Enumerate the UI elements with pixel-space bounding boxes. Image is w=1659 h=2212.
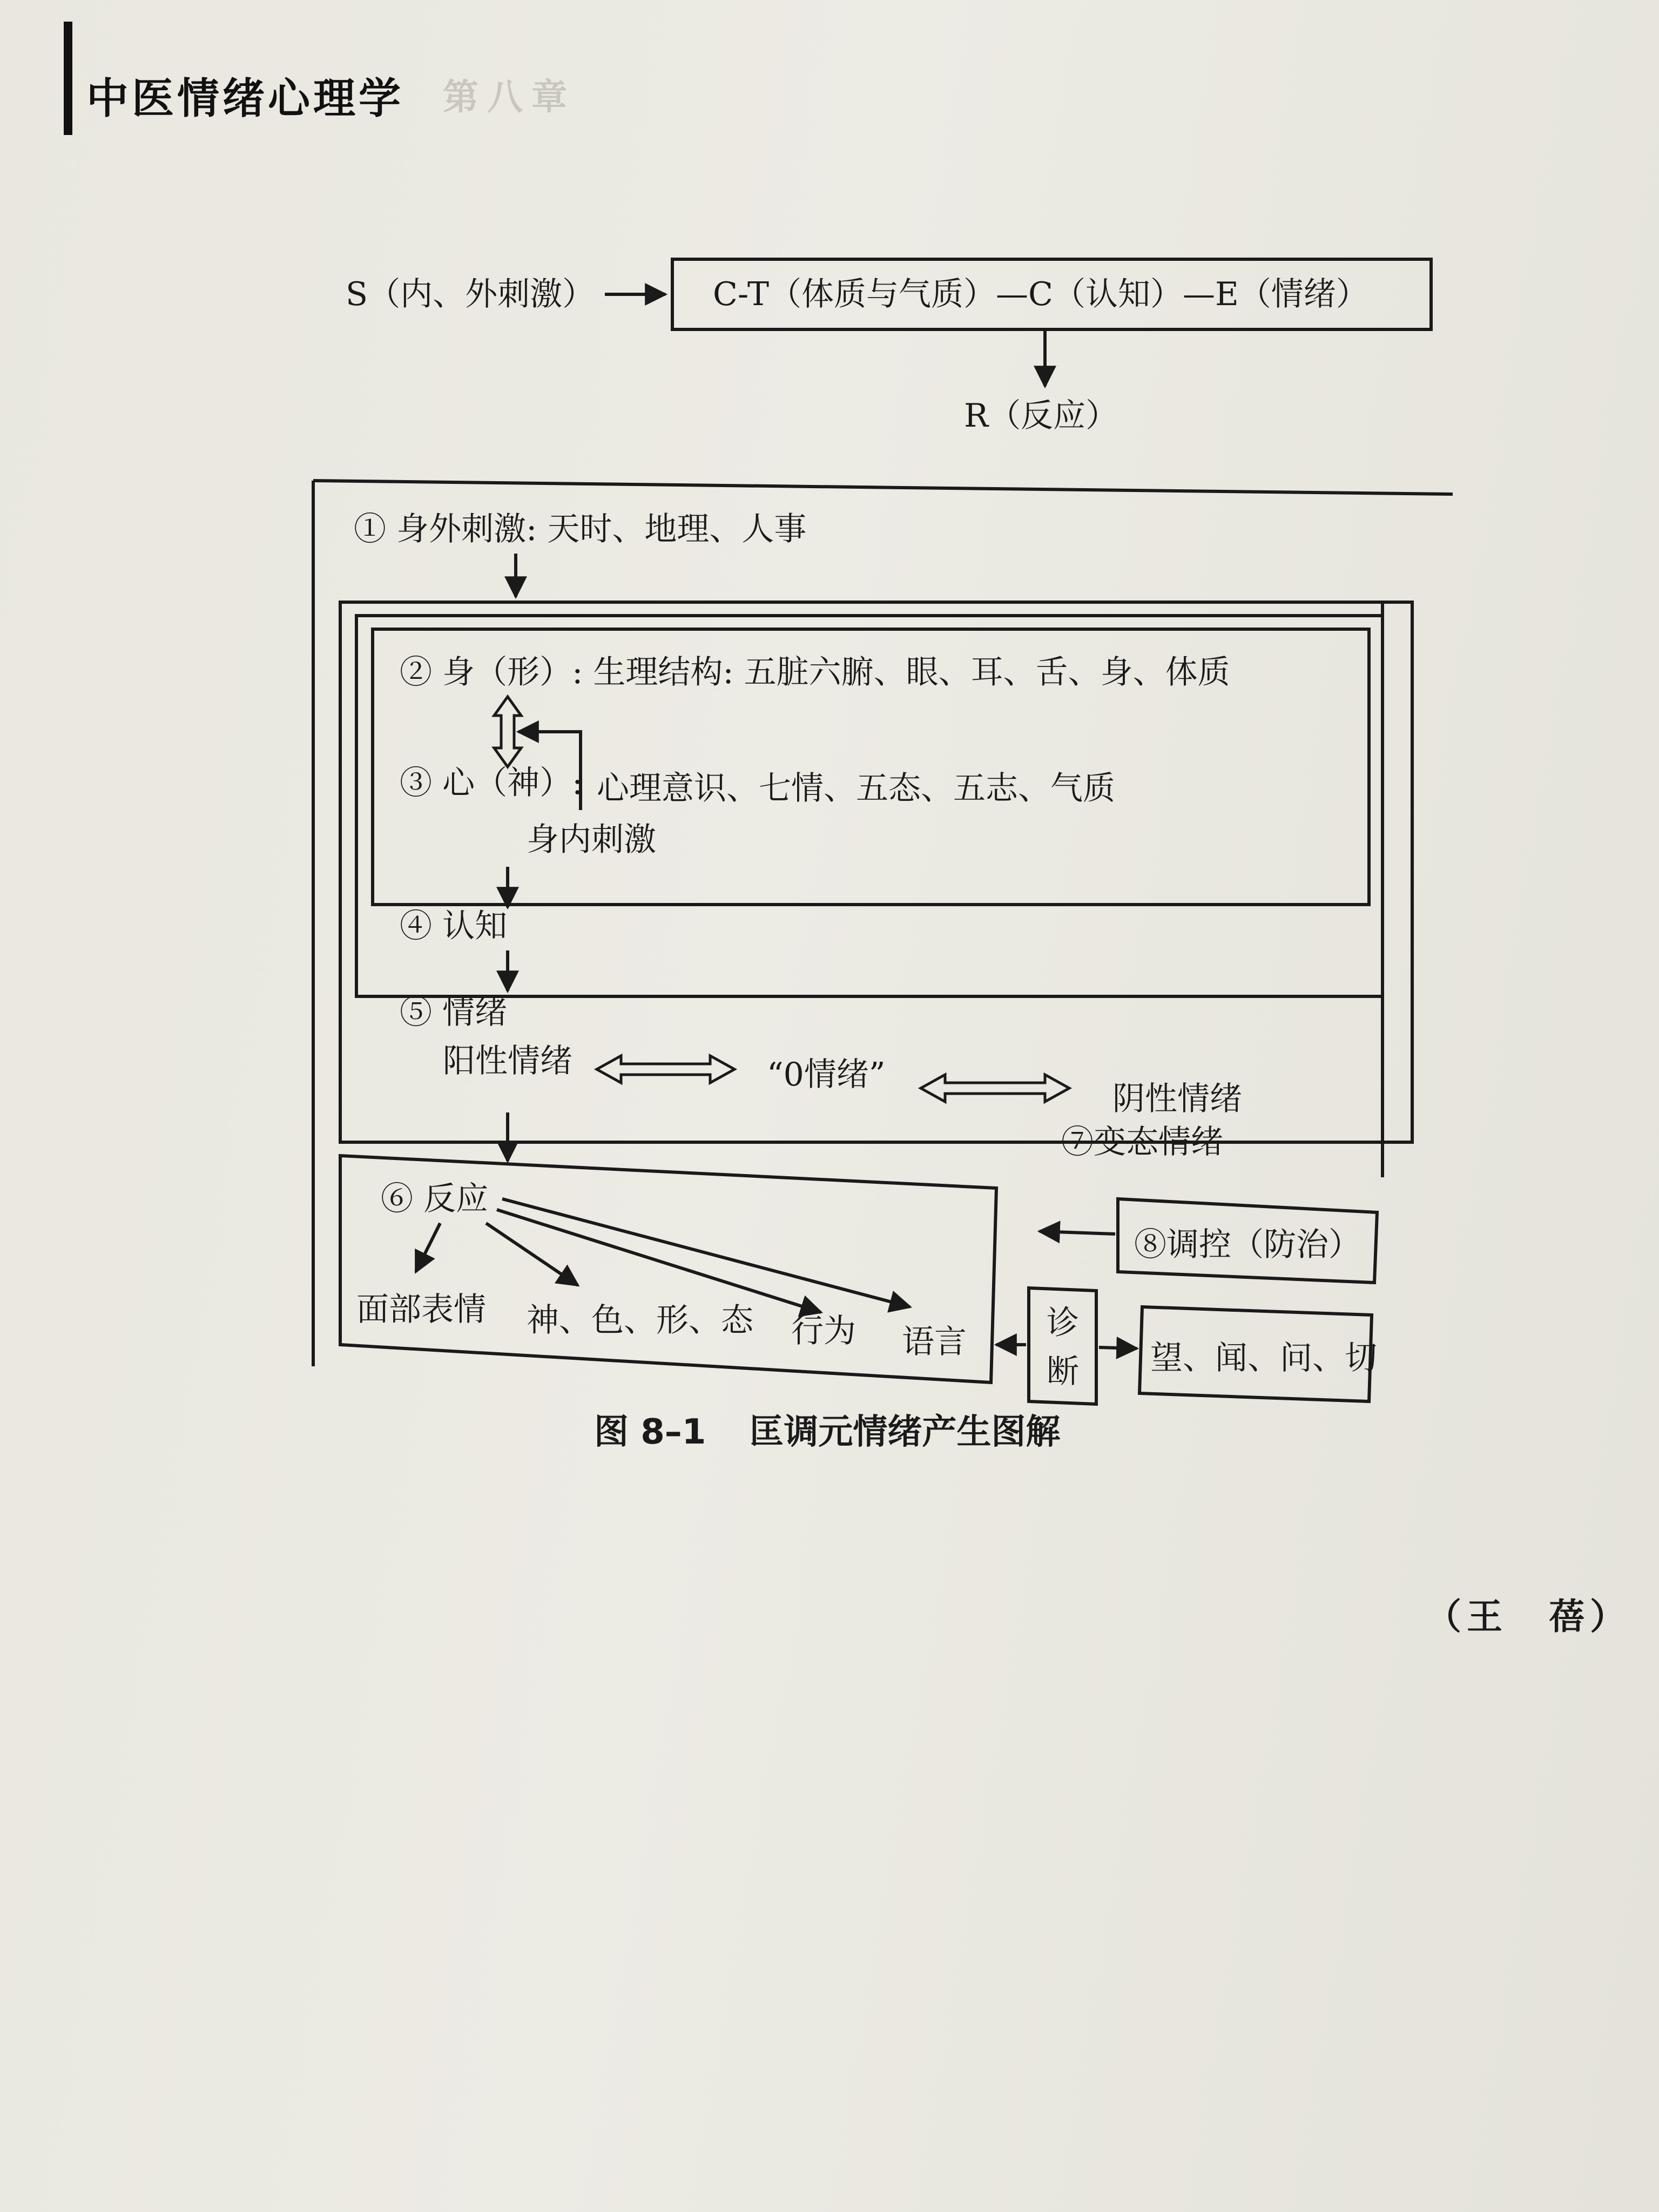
node-4-cognition: ④ 认知 xyxy=(400,907,508,945)
diagnosis-label xyxy=(1047,1304,1089,1391)
node-7-abnormal-emotion: ⑦变态情绪 xyxy=(1061,1123,1223,1161)
node-8-regulation: ⑧调控（防治） xyxy=(1134,1226,1361,1264)
book-title: 中医情绪心理学 xyxy=(86,75,404,123)
zero-emotion: “0情绪” xyxy=(767,1056,886,1094)
node-6-reaction: ⑥ 反应 xyxy=(381,1180,489,1218)
negative-emotion: 阴性情绪 xyxy=(1112,1080,1242,1118)
node-1-external-stimulus: ① 身外刺激: 天时、地理、人事 xyxy=(354,510,807,548)
double-arrow-body-mind xyxy=(494,697,521,767)
double-arrow-positive-zero xyxy=(597,1056,734,1083)
node-3-detail: 心理意识、七情、五态、五志、气质 xyxy=(597,770,1115,807)
response-label: R（反应） xyxy=(964,397,1118,435)
process-label: C-T（体质与气质）—C（认知）—E（情绪） xyxy=(713,275,1368,313)
diagnosis-char-2: 断 xyxy=(1047,1353,1079,1391)
four-exams: 望、闻、问、切 xyxy=(1150,1339,1377,1377)
arrow-regulation-to-reaction xyxy=(1040,1231,1115,1234)
behavior: 行为 xyxy=(791,1312,856,1350)
diagnosis-char-1: 诊 xyxy=(1047,1304,1079,1342)
figure-number: 图 8–1 xyxy=(594,1412,706,1452)
arrow-to-face xyxy=(416,1223,440,1272)
chapter-label: 第八章 xyxy=(443,76,576,118)
stimulus-label: S（内、外刺激） xyxy=(346,275,595,313)
face-expression: 面部表情 xyxy=(356,1291,486,1328)
frame-top xyxy=(313,481,1453,494)
node-5-emotion: ⑤ 情绪 xyxy=(400,994,508,1031)
language: 语言 xyxy=(902,1323,967,1361)
internal-stimulus-label: 身内刺激 xyxy=(527,821,656,859)
arrow-to-behavior xyxy=(497,1210,821,1312)
node-2-body: ② 身（形）: 生理结构: 五脏六腑、眼、耳、舌、身、体质 xyxy=(400,653,1230,691)
double-arrow-zero-negative xyxy=(921,1075,1069,1102)
figure-caption xyxy=(594,1404,1103,1454)
arrow-to-language xyxy=(502,1199,910,1307)
shen-se-xing-tai: 神、色、形、态 xyxy=(527,1301,753,1339)
positive-emotion: 阳性情绪 xyxy=(443,1042,572,1080)
arrow-diagnosis-to-exams xyxy=(1099,1347,1137,1348)
figure-title: 匡调元情绪产生图解 xyxy=(749,1412,1061,1452)
node-3-mind: ③ 心（神）: xyxy=(400,764,583,802)
author-signature: （王 蓓） xyxy=(1426,1595,1631,1637)
